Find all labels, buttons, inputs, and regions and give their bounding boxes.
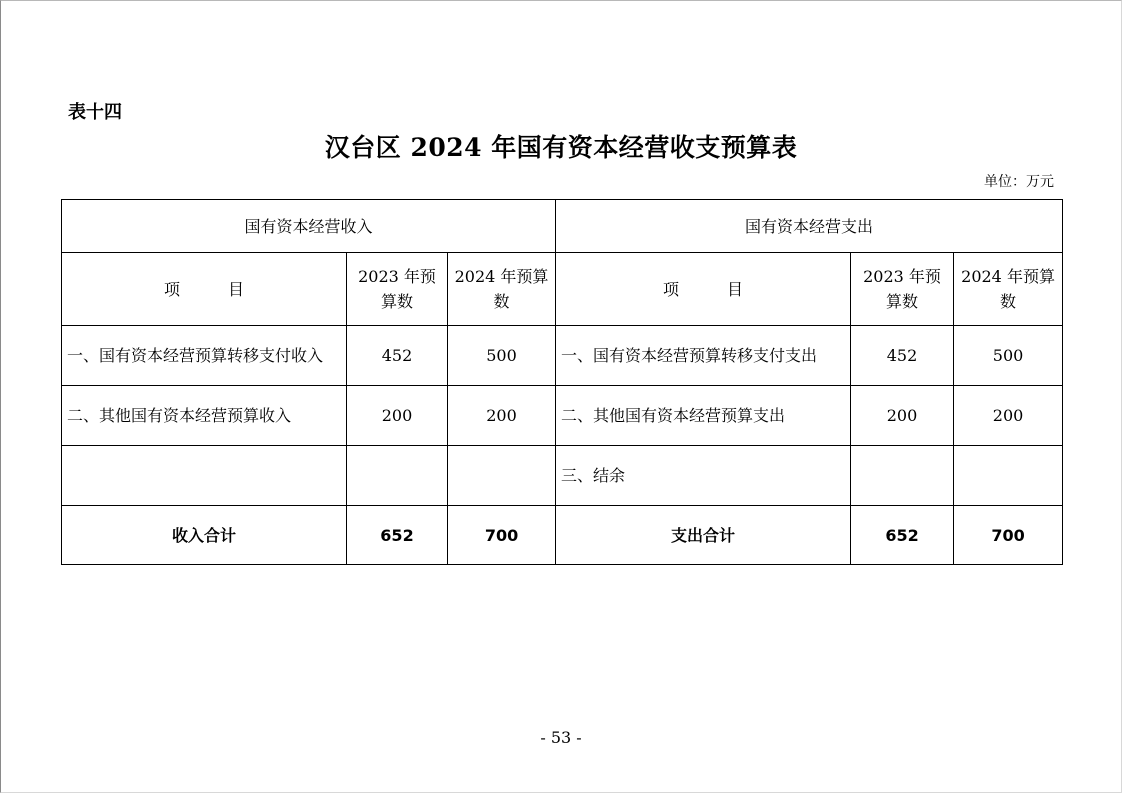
income-2024-total: 700	[448, 506, 556, 565]
expense-item-header: 项 目	[556, 253, 851, 326]
expense-item: 二、其他国有资本经营预算支出	[556, 386, 851, 446]
expense-2023-value	[851, 446, 954, 506]
table-row	[62, 386, 1063, 446]
total-row	[62, 506, 1063, 565]
income-2023-value	[347, 446, 448, 506]
table-row	[62, 446, 1063, 506]
expense-item: 三、结余	[556, 446, 851, 506]
section-header-row	[62, 200, 1063, 253]
income-section-header: 国有资本经营收入	[62, 200, 556, 253]
income-2024-value: 500	[448, 326, 556, 386]
expense-2024-value: 200	[954, 386, 1063, 446]
expense-2023-total: 652	[851, 506, 954, 565]
income-2024-header: 2024 年预算数	[448, 253, 556, 326]
column-header-row	[62, 253, 1063, 326]
expense-2024-value: 500	[954, 326, 1063, 386]
income-item-header: 项 目	[62, 253, 347, 326]
table-label: 表十四	[68, 102, 122, 123]
income-2023-total: 652	[347, 506, 448, 565]
income-2024-value	[448, 446, 556, 506]
page-title: 汉台区 2024 年国有资本经营收支预算表	[324, 133, 798, 162]
expense-2023-header: 2023 年预算数	[851, 253, 954, 326]
income-item	[62, 446, 347, 506]
income-item: 一、国有资本经营预算转移支付收入	[62, 326, 347, 386]
table-row	[62, 326, 1063, 386]
expense-total-label: 支出合计	[556, 506, 851, 565]
budget-table	[61, 199, 1063, 565]
income-2023-value: 452	[347, 326, 448, 386]
expense-section-header: 国有资本经营支出	[556, 200, 1063, 253]
expense-2023-value: 452	[851, 326, 954, 386]
expense-item: 一、国有资本经营预算转移支付支出	[556, 326, 851, 386]
expense-2024-header: 2024 年预算数	[954, 253, 1063, 326]
income-2023-header: 2023 年预算数	[347, 253, 448, 326]
expense-2024-total: 700	[954, 506, 1063, 565]
income-total-label: 收入合计	[62, 506, 347, 565]
expense-2024-value	[954, 446, 1063, 506]
unit-label: 单位：万元	[984, 174, 1054, 190]
income-2024-value: 200	[448, 386, 556, 446]
page-number: - 53 -	[540, 728, 582, 747]
expense-2023-value: 200	[851, 386, 954, 446]
income-2023-value: 200	[347, 386, 448, 446]
income-item: 二、其他国有资本经营预算收入	[62, 386, 347, 446]
